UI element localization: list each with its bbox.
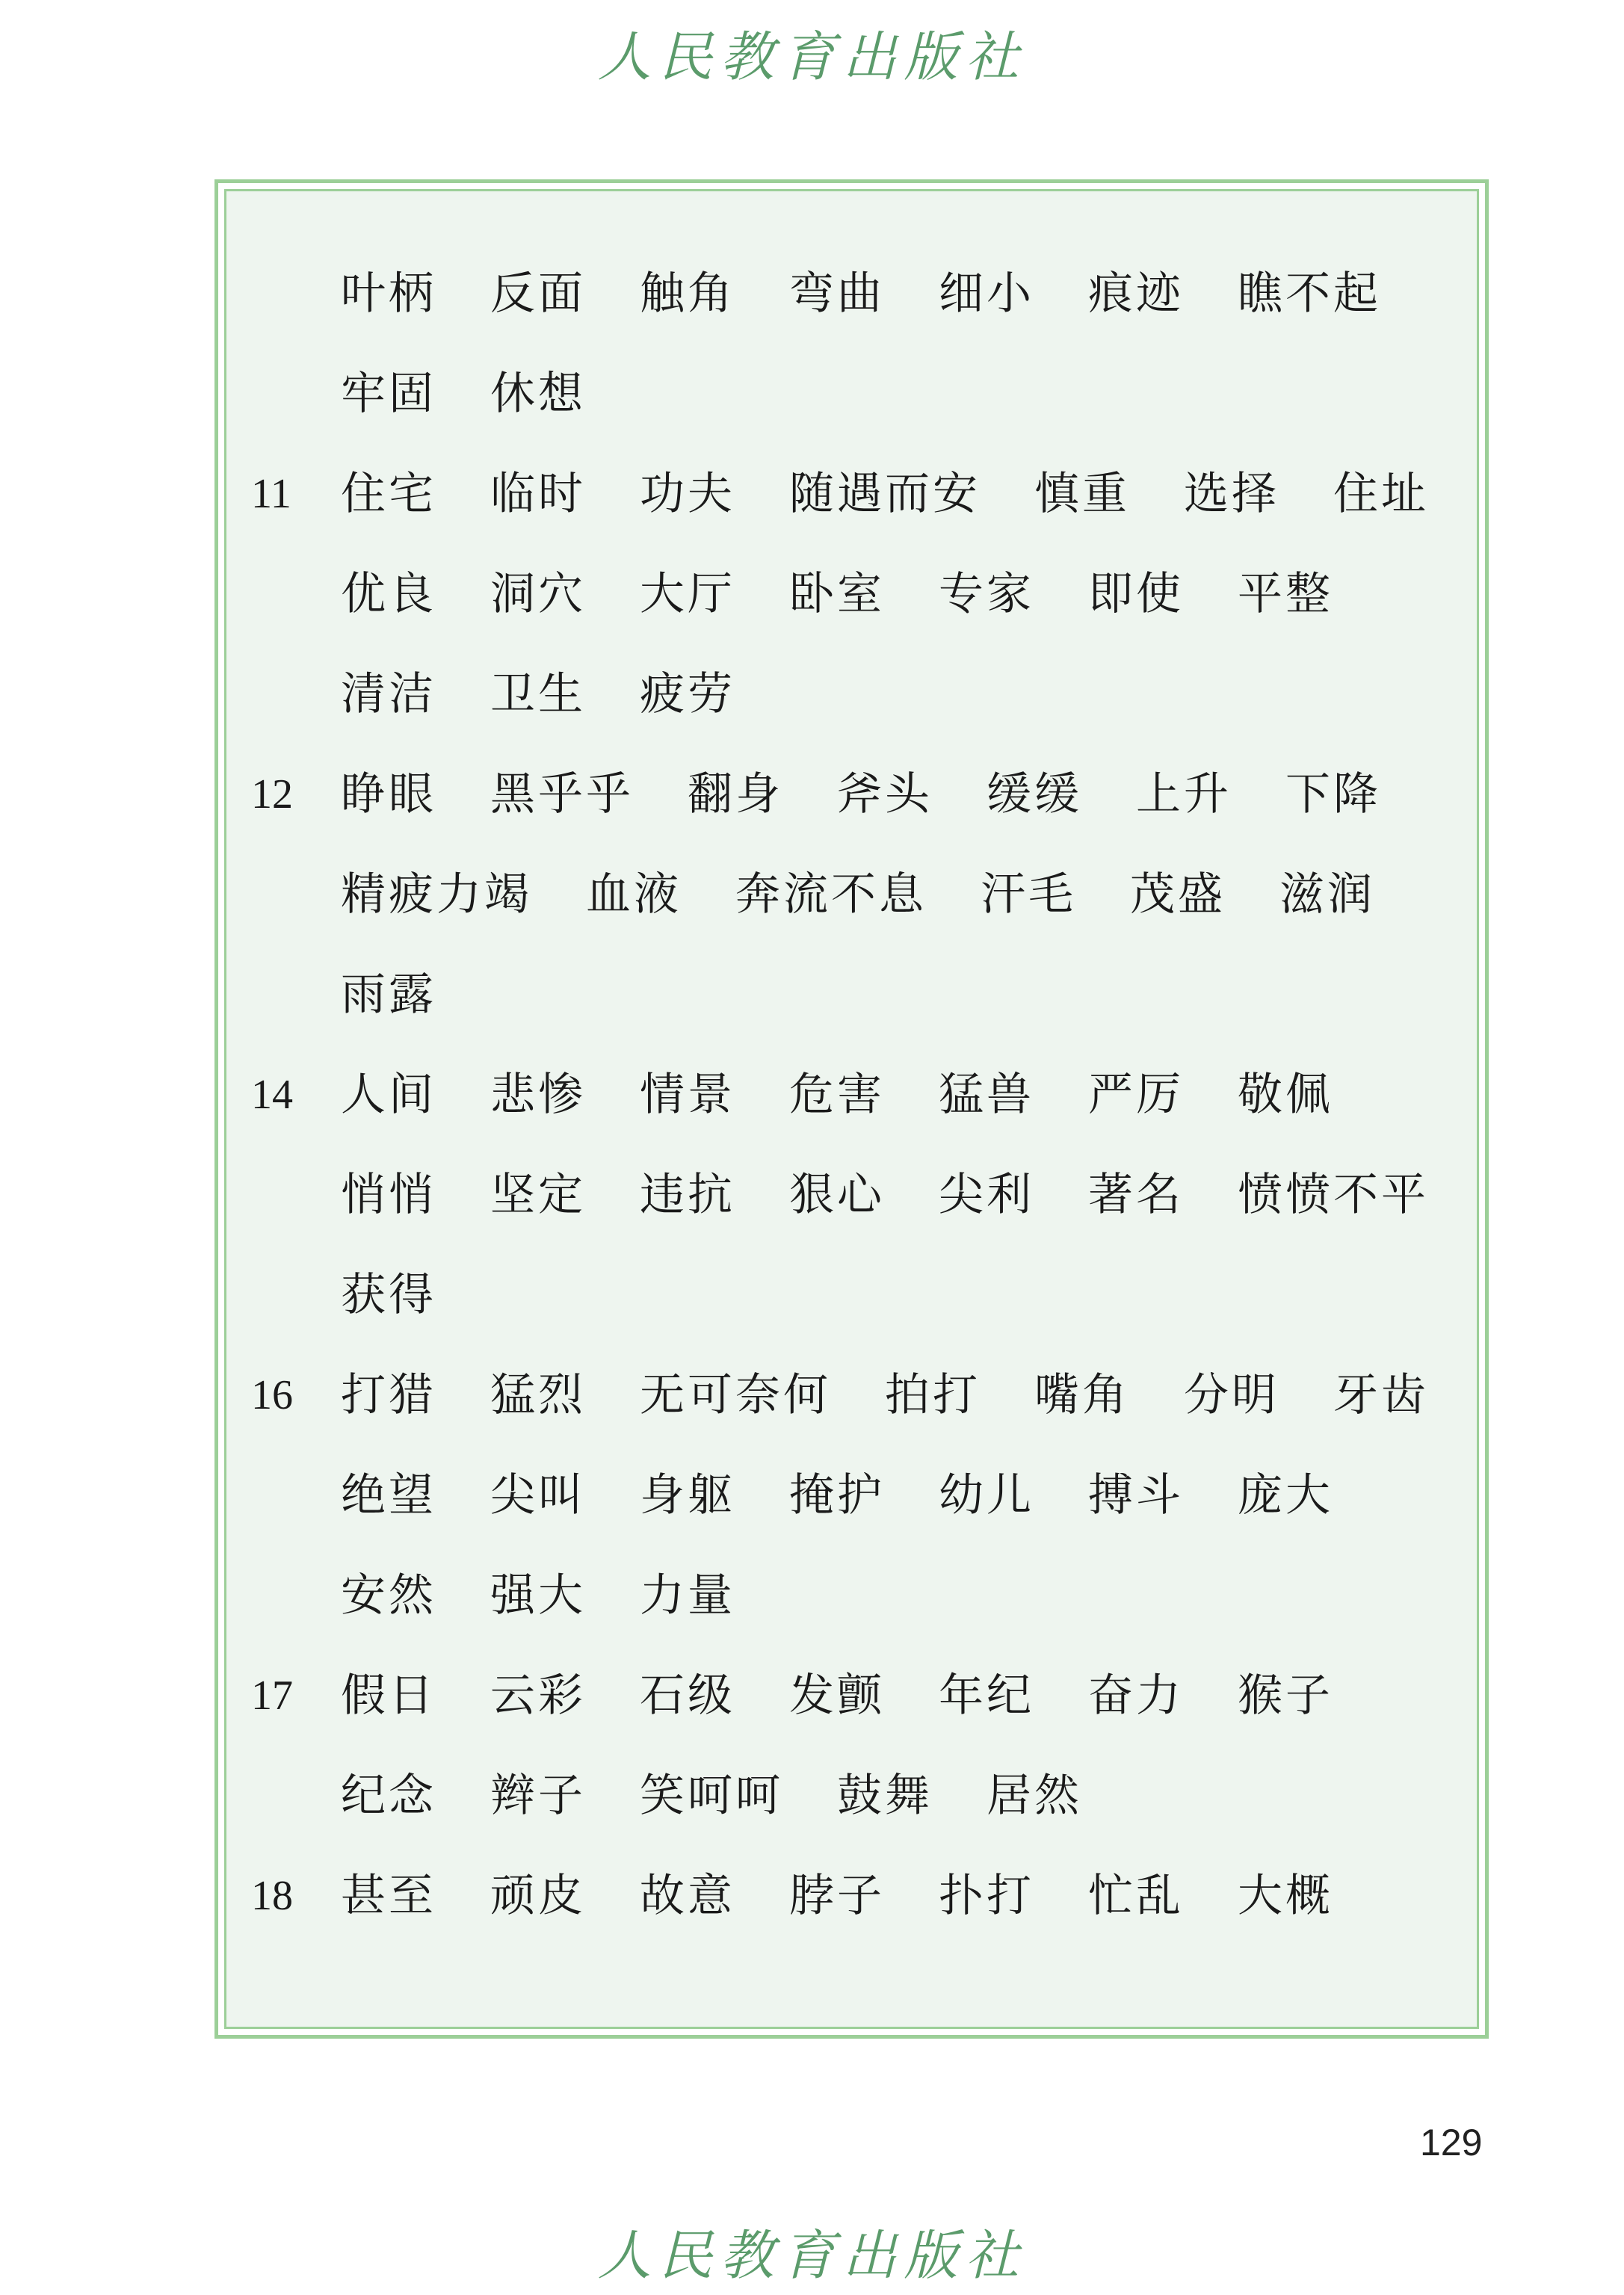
- lesson-number: 17: [251, 1672, 293, 1719]
- vocabulary-word: 细小: [939, 268, 1034, 320]
- word-line: [341, 244, 1447, 344]
- lesson-number: 16: [251, 1372, 293, 1418]
- vocabulary-word: 牙齿: [1333, 1369, 1429, 1421]
- vocabulary-word: 住址: [1333, 468, 1429, 520]
- vocabulary-word: 弯曲: [789, 268, 885, 320]
- vocabulary-word: 奋力: [1088, 1669, 1184, 1722]
- vocabulary-word: 卫生: [490, 668, 586, 720]
- vocabulary-word: 情景: [640, 1069, 735, 1121]
- word-line: [341, 544, 1447, 644]
- lesson-number: 18: [251, 1873, 293, 1919]
- vocabulary-word: 住宅: [341, 468, 436, 520]
- word-line: [341, 444, 1447, 544]
- vocabulary-word: 鼓舞: [837, 1770, 933, 1822]
- vocabulary-word: 猛烈: [490, 1369, 586, 1421]
- vocabulary-word: 辫子: [490, 1770, 586, 1822]
- vocabulary-word: 笑呵呵: [640, 1770, 783, 1822]
- vocabulary-word: 平整: [1238, 568, 1333, 620]
- vocabulary-word: 黑乎乎: [490, 768, 634, 821]
- vocabulary-word: 严厉: [1088, 1069, 1184, 1121]
- vocabulary-word: 叶柄: [341, 268, 436, 320]
- vocabulary-word: 年纪: [939, 1669, 1034, 1722]
- vocabulary-word: 优良: [341, 568, 436, 620]
- vocabulary-word: 扑打: [939, 1870, 1034, 1922]
- vocabulary-word: 疲劳: [640, 668, 735, 720]
- vocabulary-word: 石级: [640, 1669, 735, 1722]
- vocabulary-word: 奔流不息: [735, 868, 927, 921]
- vocabulary-word: 甚至: [341, 1870, 436, 1922]
- vocabulary-word: 即使: [1088, 568, 1184, 620]
- vocabulary-word: 假日: [341, 1669, 436, 1722]
- page-number: 129: [1420, 2122, 1483, 2163]
- vocabulary-word: 痕迹: [1088, 268, 1184, 320]
- vocabulary-word: 故意: [640, 1870, 735, 1922]
- vocabulary-word: 云彩: [490, 1669, 586, 1722]
- word-lines: [341, 1846, 1447, 1946]
- vocabulary-word: 缓缓: [987, 768, 1082, 821]
- lesson-number: [251, 244, 326, 344]
- word-line: [341, 1445, 1447, 1545]
- vocabulary-word: 选择: [1184, 468, 1279, 520]
- vocabulary-word: 居然: [987, 1770, 1082, 1822]
- word-lines: [341, 1345, 1447, 1646]
- word-lines: [341, 744, 1447, 1045]
- word-line: [341, 844, 1447, 945]
- vocabulary-word: 庞大: [1238, 1469, 1333, 1522]
- word-line: [341, 644, 1447, 744]
- vocabulary-word: 力量: [640, 1569, 735, 1622]
- vocabulary-word: 幼儿: [939, 1469, 1034, 1522]
- vocabulary-word: 雨露: [341, 969, 436, 1021]
- vocabulary-word: 尖利: [939, 1169, 1034, 1221]
- vocabulary-word: 敬佩: [1238, 1069, 1333, 1121]
- vocabulary-word: 搏斗: [1088, 1469, 1184, 1522]
- vocabulary-word: 精疲力竭: [341, 868, 532, 921]
- vocabulary-word: 绝望: [341, 1469, 436, 1522]
- word-lines: [341, 1646, 1447, 1846]
- vocabulary-word: 顽皮: [490, 1870, 586, 1922]
- vocabulary-word: 慎重: [1034, 468, 1130, 520]
- vocabulary-word: 猴子: [1238, 1669, 1333, 1722]
- vocabulary-word: 上升: [1136, 768, 1232, 821]
- word-line: [341, 744, 1447, 844]
- vocabulary-word: 牢固: [341, 368, 436, 420]
- vocabulary-word: 愤愤不平: [1238, 1169, 1429, 1221]
- vocabulary-word: 脖子: [789, 1870, 885, 1922]
- vocabulary-word: 反面: [490, 268, 586, 320]
- vocabulary-word: 斧头: [837, 768, 933, 821]
- vocabulary-word: 掩护: [789, 1469, 885, 1522]
- word-line: [341, 1846, 1447, 1946]
- vocabulary-word: 获得: [341, 1269, 436, 1321]
- lesson-number: 12: [251, 771, 293, 818]
- word-line: [341, 1345, 1447, 1445]
- vocabulary-word: 瞧不起: [1238, 268, 1381, 320]
- vocabulary-word: 悄悄: [341, 1169, 436, 1221]
- word-line: [341, 1145, 1447, 1245]
- vocabulary-word: 翻身: [688, 768, 783, 821]
- vocabulary-word: 危害: [789, 1069, 885, 1121]
- vocabulary-word: 睁眼: [341, 768, 436, 821]
- vocabulary-word: 大概: [1238, 1870, 1333, 1922]
- vocabulary-word: 洞穴: [490, 568, 586, 620]
- vocabulary-word: 滋润: [1279, 868, 1375, 921]
- word-lines: [341, 444, 1447, 744]
- publisher-watermark-bottom: 人民教育出版社: [597, 2224, 1027, 2287]
- lesson-number: 11: [251, 471, 291, 517]
- vocabulary-word: 拍打: [885, 1369, 981, 1421]
- vocabulary-word: 发颤: [789, 1669, 885, 1722]
- vocabulary-word: 汗毛: [981, 868, 1076, 921]
- vocabulary-word: 尖叫: [490, 1469, 586, 1522]
- word-line: [341, 1045, 1447, 1145]
- word-line: [341, 1245, 1447, 1345]
- word-lines: [341, 1045, 1447, 1345]
- vocabulary-word: 著名: [1088, 1169, 1184, 1221]
- vocabulary-word: 血液: [586, 868, 682, 921]
- word-line: [341, 1646, 1447, 1746]
- vocabulary-word: 卧室: [789, 568, 885, 620]
- vocabulary-list: [224, 189, 1479, 2029]
- vocabulary-word: 随遇而安: [789, 468, 981, 520]
- vocabulary-word: 坚定: [490, 1169, 586, 1221]
- vocabulary-word: 休想: [490, 368, 586, 420]
- vocabulary-word: 违抗: [640, 1169, 735, 1221]
- vocabulary-word: 打猎: [341, 1369, 436, 1421]
- word-line: [341, 1746, 1447, 1846]
- vocabulary-word: 狠心: [789, 1169, 885, 1221]
- word-line: [341, 1545, 1447, 1646]
- word-line: [341, 945, 1447, 1045]
- lesson-number: 14: [251, 1072, 293, 1118]
- word-lines: [341, 244, 1447, 444]
- vocabulary-word: 忙乱: [1088, 1870, 1184, 1922]
- word-line: [341, 344, 1447, 444]
- vocabulary-word: 人间: [341, 1069, 436, 1121]
- vocabulary-word: 临时: [490, 468, 586, 520]
- vocabulary-word: 强大: [490, 1569, 586, 1622]
- publisher-watermark-top: 人民教育出版社: [597, 25, 1027, 88]
- vocabulary-word: 专家: [939, 568, 1034, 620]
- vocabulary-word: 大厅: [640, 568, 735, 620]
- vocabulary-word: 无可奈何: [640, 1369, 831, 1421]
- vocabulary-word: 猛兽: [939, 1069, 1034, 1121]
- vocabulary-word: 茂盛: [1130, 868, 1226, 921]
- vocabulary-word: 纪念: [341, 1770, 436, 1822]
- vocabulary-word: 嘴角: [1034, 1369, 1130, 1421]
- vocabulary-word: 清洁: [341, 668, 436, 720]
- vocabulary-word: 分明: [1184, 1369, 1279, 1421]
- vocabulary-word: 安然: [341, 1569, 436, 1622]
- vocabulary-word: 身躯: [640, 1469, 735, 1522]
- vocabulary-word: 悲惨: [490, 1069, 586, 1121]
- vocabulary-word: 触角: [640, 268, 735, 320]
- vocabulary-word: 功夫: [640, 468, 735, 520]
- vocabulary-word: 下降: [1285, 768, 1381, 821]
